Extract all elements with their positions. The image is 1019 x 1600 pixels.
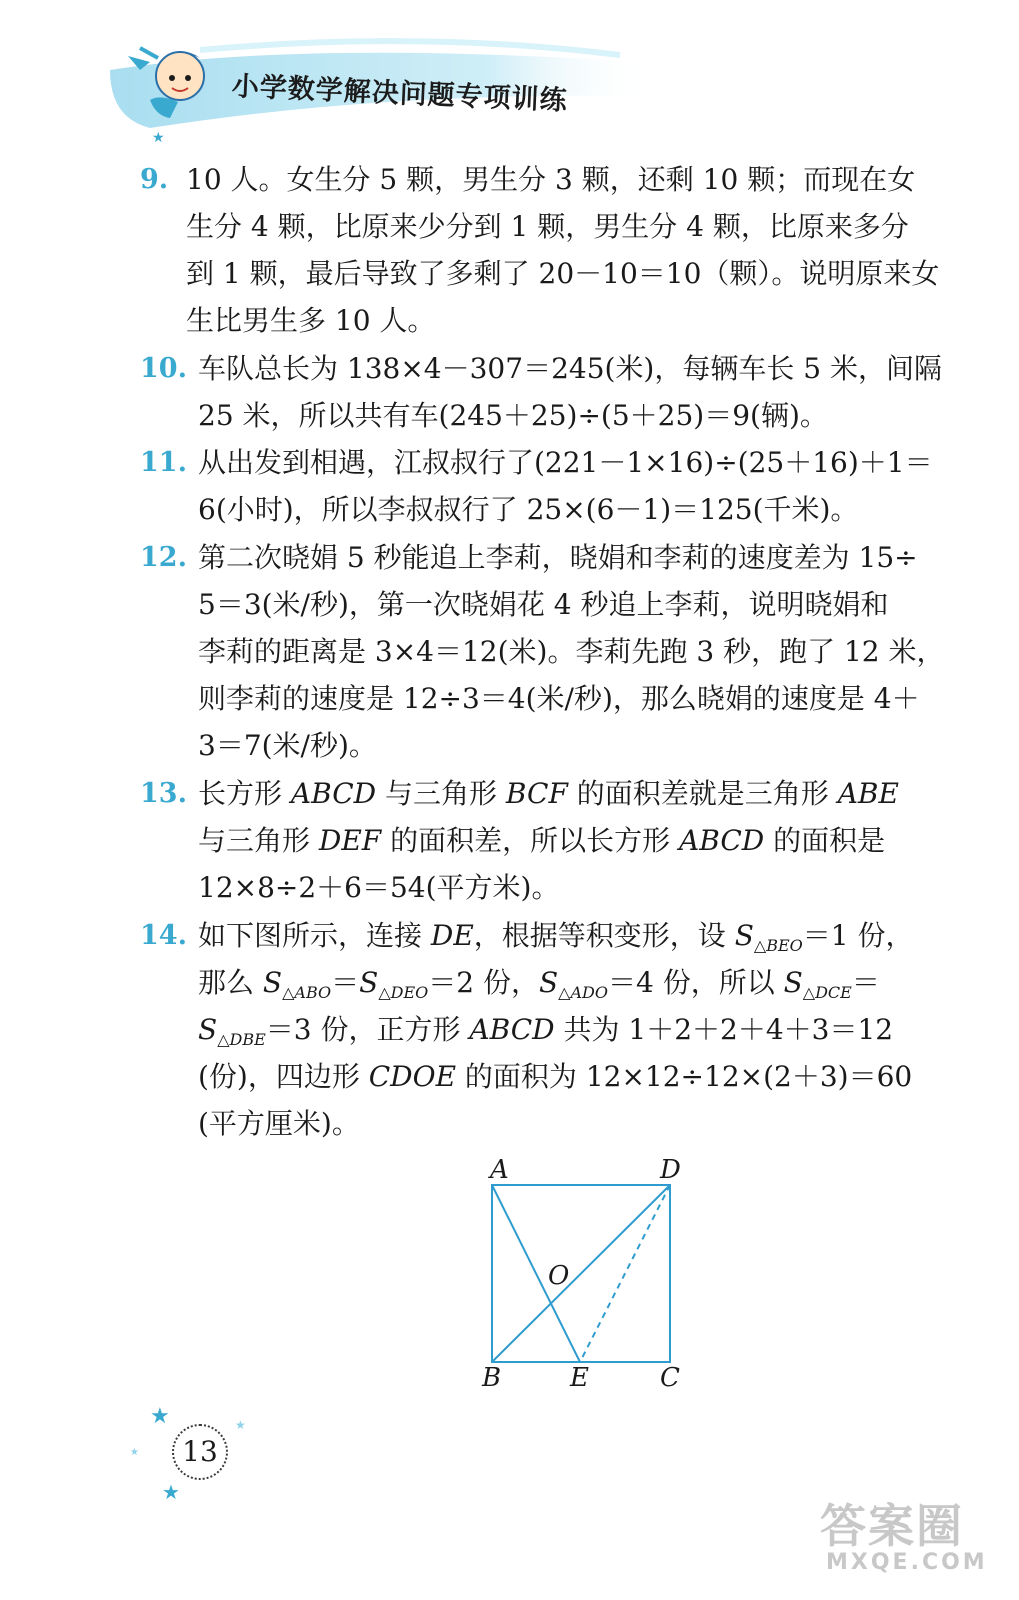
- label-c: C: [660, 1363, 680, 1393]
- text-segment: ＝: [851, 966, 880, 999]
- watermark-title: 答案圈: [820, 1499, 964, 1553]
- text-segment: 的面积差就是三角形: [567, 777, 838, 810]
- text-line: [198, 817, 885, 864]
- text-line: 生比男生多 10 人。: [186, 304, 436, 337]
- text-segment: ，根据等积变形，设: [473, 919, 735, 952]
- math-subscript: △DBE: [217, 1030, 266, 1049]
- math-variable: ABCD: [679, 824, 765, 857]
- math-subscript: △BEO: [753, 936, 803, 955]
- text-line: 第二次晓娟 5 秒能追上李莉，晓娟和李莉的速度差为 15÷: [198, 541, 918, 574]
- text-line: 10 人。女生分 5 颗，男生分 3 颗，还剩 10 颗；而现在女: [186, 163, 916, 196]
- text-line: 6(小时)，所以李叔叔行了 25×(6－1)＝125(千米)。: [198, 493, 859, 526]
- math-variable: ABCD: [469, 1013, 555, 1046]
- text-segment: 的面积差，所以长方形: [381, 824, 680, 857]
- text-segment: ＝1 份，: [802, 919, 914, 952]
- text-segment: ＝2 份，: [428, 966, 539, 999]
- math-variable: S: [262, 966, 283, 999]
- item-number: 14.: [140, 920, 187, 951]
- segment-de-dashed: [580, 1185, 670, 1362]
- star-icon: ★: [162, 1480, 180, 1504]
- label-a: A: [490, 1155, 509, 1185]
- page-header: [0, 0, 1019, 150]
- text-line: [198, 912, 913, 959]
- text-line: 从出发到相遇，江叔叔行了(221－1×16)÷(25＋16)＋1＝: [198, 446, 933, 479]
- text-line: 25 米，所以共有车(245＋25)÷(5＋25)＝9(辆)。: [198, 399, 828, 432]
- math-variable: ABE: [837, 777, 899, 810]
- math-subscript: △ADO: [558, 983, 608, 1002]
- text-line: (平方厘米)。: [198, 1107, 360, 1140]
- text-line: 车队总长为 138×4－307＝245(米)，每辆车长 5 米，间隔: [198, 352, 942, 385]
- label-e: E: [570, 1363, 589, 1393]
- label-b: B: [482, 1363, 502, 1393]
- star-icon: ★: [235, 1418, 246, 1432]
- star-icon: ★: [152, 130, 165, 146]
- text-line: [198, 770, 899, 817]
- text-segment: 那么: [198, 966, 263, 999]
- item-number: 12.: [140, 542, 187, 573]
- math-subscript: △DEO: [378, 983, 429, 1002]
- text-segment: 如下图所示，连接: [198, 919, 431, 952]
- text-line: 则李莉的速度是 12÷3＝4(米/秒)，那么晓娟的速度是 4＋: [198, 682, 920, 715]
- label-d: D: [660, 1155, 681, 1185]
- item-number: 11.: [140, 447, 187, 478]
- item-number: 13.: [140, 778, 187, 809]
- square-figure: [470, 1150, 710, 1400]
- math-variable: S: [734, 919, 754, 952]
- text-segment: ＝4 份，所以: [607, 966, 784, 999]
- text-line: 李莉的距离是 3×4＝12(米)。李莉先跑 3 秒，跑了 12 米，: [198, 635, 945, 668]
- text-line: 到 1 颗，最后导致了多剩了 20－10＝10（颗）。说明原来女: [186, 257, 940, 290]
- math-variable: S: [538, 966, 559, 999]
- header-title: 小学数学解决问题专项训练: [231, 71, 569, 117]
- math-variable: DEF: [318, 824, 382, 857]
- text-segment: 共为 1＋2＋2＋4＋3＝12: [554, 1013, 894, 1046]
- math-variable: S: [783, 966, 803, 999]
- text-line: 3＝7(米/秒)。: [198, 729, 377, 762]
- text-segment: ＝: [331, 966, 360, 999]
- text-line: 5＝3(米/秒)，第一次晓娟花 4 秒追上李莉，说明晓娟和: [198, 588, 889, 621]
- item-number: 10.: [140, 353, 187, 384]
- text-segment: 与三角形: [198, 824, 319, 857]
- text-line: [198, 959, 880, 1006]
- text-segment: 的面积是: [764, 824, 886, 857]
- label-o: O: [548, 1261, 570, 1291]
- math-subscript: △ABO: [282, 983, 332, 1002]
- math-variable: S: [198, 1013, 218, 1046]
- text-line: 生分 4 颗，比原来少分到 1 颗，男生分 4 颗，比原来多分: [186, 210, 909, 243]
- math-variable: BCF: [505, 777, 568, 810]
- text-segment: 的面积为 12×12÷12×(2＋3)＝60: [456, 1060, 913, 1093]
- star-icon: ★: [130, 1447, 139, 1458]
- text-line: 12×8÷2＋6＝54(平方米)。: [198, 871, 560, 904]
- text-segment: 与三角形: [376, 777, 506, 810]
- text-line: [198, 1053, 912, 1100]
- segment-db: [492, 1185, 670, 1362]
- text-segment: ＝3 份，正方形: [265, 1013, 470, 1046]
- math-variable: ABCD: [290, 777, 377, 810]
- star-icon: ★: [150, 1404, 170, 1429]
- watermark: [820, 1490, 988, 1575]
- math-variable: CDOE: [368, 1060, 457, 1093]
- text-line: [198, 1006, 893, 1053]
- math-subscript: △DCE: [802, 983, 852, 1002]
- item-number: 9.: [140, 164, 169, 195]
- text-segment: (份)，四边形: [198, 1060, 369, 1093]
- math-variable: S: [359, 966, 379, 999]
- text-segment: 长方形: [198, 777, 291, 810]
- watermark-url: MXQE.COM: [826, 1550, 988, 1575]
- math-variable: DE: [430, 919, 474, 952]
- page-number: 13: [172, 1424, 228, 1480]
